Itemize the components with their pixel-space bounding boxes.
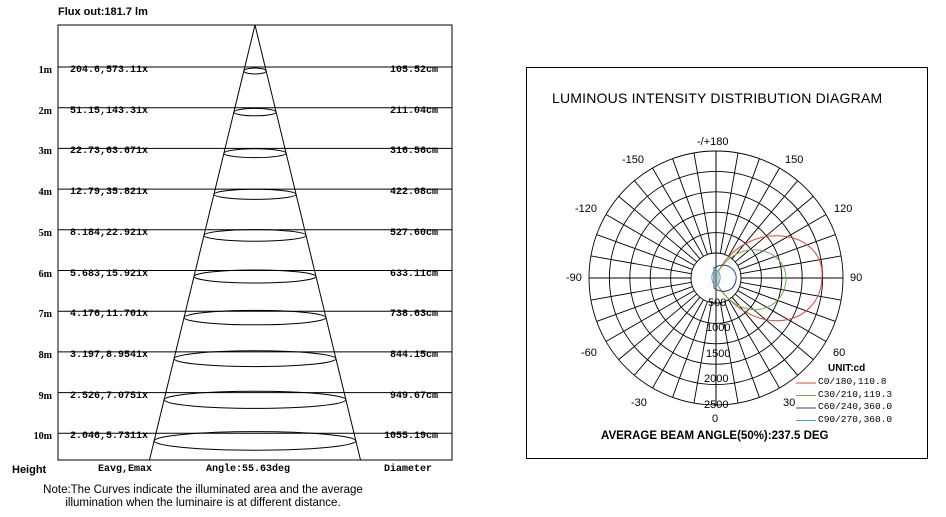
- row-height-label: 8m: [38, 349, 52, 361]
- angle-label-m90: -90: [566, 272, 582, 284]
- illuminated-area-ellipse: [214, 189, 296, 199]
- row-height-label: 2m: [38, 105, 52, 117]
- footer-height-label: Height: [12, 464, 47, 476]
- angle-label-p120: 120: [834, 203, 853, 215]
- c30-210-intensity-curve: [718, 250, 786, 310]
- polar-spoke: [597, 287, 693, 322]
- legend-entry: C0/180,110.8: [818, 376, 887, 387]
- polar-spoke: [634, 297, 700, 375]
- polar-spoke: [732, 181, 798, 259]
- row-height-label: 5m: [38, 227, 52, 239]
- average-beam-angle: AVERAGE BEAM ANGLE(50%):237.5 DEG: [601, 430, 829, 442]
- polar-spoke: [694, 153, 712, 253]
- footer-angle-label: Angle:55.63deg: [206, 464, 291, 475]
- row-diameter-label: 422.08cm: [389, 187, 438, 199]
- row-diameter-label: 211.04cm: [389, 105, 438, 117]
- polar-spoke: [735, 196, 813, 262]
- row-illuminance-label: 8.184,22.921x: [70, 227, 149, 239]
- ring-label-1000: 1000: [706, 322, 731, 334]
- illuminated-area-ellipse: [204, 230, 306, 242]
- row-diameter-label: 949.67cm: [389, 390, 438, 402]
- cone-edge-right: [255, 25, 361, 460]
- polar-spoke: [597, 235, 693, 270]
- illuminated-area-ellipse: [164, 391, 346, 408]
- ring-label-1500: 1500: [706, 348, 731, 360]
- row-height-label: 1m: [38, 65, 52, 76]
- row-diameter-label: 105.52cm: [389, 65, 438, 76]
- row-diameter-label: 1055.19cm: [383, 431, 438, 443]
- row-illuminance-label: 12.79,35.821x: [70, 187, 149, 199]
- polar-spoke: [732, 297, 798, 375]
- c60-240-intensity-curve: [714, 265, 736, 291]
- footer-diameter-label: Diameter: [384, 464, 433, 475]
- angle-label-m60: -60: [581, 347, 597, 359]
- row-illuminance-label: 4.176,11.701x: [70, 309, 149, 321]
- unit-label: UNIT:cd: [828, 363, 866, 374]
- row-height-label: 7m: [38, 309, 52, 321]
- polar-spoke: [634, 181, 700, 259]
- row-height-label: 10m: [33, 431, 52, 443]
- flux-title: Flux out:181.7 lm: [58, 6, 148, 18]
- footer-eavg-label: Eavg,Emax: [98, 464, 153, 475]
- row-illuminance-label: 3.197,8.9541x: [70, 349, 149, 361]
- row-diameter-label: 844.15cm: [389, 349, 438, 361]
- angle-label-p30: 30: [783, 397, 796, 409]
- angle-label-p60: 60: [833, 347, 846, 359]
- angle-label-m150: -150: [622, 154, 645, 166]
- illuminated-area-ellipse: [174, 351, 336, 367]
- illuminated-area-ellipse: [224, 149, 286, 158]
- ring-label-2500: 2500: [704, 399, 729, 411]
- polar-spoke: [591, 282, 691, 300]
- row-illuminance-label: 22.73,63.671x: [70, 146, 149, 158]
- row-height-label: 4m: [38, 187, 52, 199]
- polar-spoke: [741, 282, 841, 300]
- illuminated-area-ellipse: [154, 432, 356, 451]
- row-height-label: 9m: [38, 390, 52, 402]
- polar-spoke: [673, 301, 708, 397]
- note-text: Note:The Curves indicate the illuminated area and the average illumination when the luminaire is at different distance.: [43, 484, 363, 509]
- row-illuminance-label: 51.15,143.31x: [70, 105, 149, 117]
- angle-label-m120: -120: [575, 203, 598, 215]
- row-height-label: 6m: [38, 268, 52, 280]
- polar-spoke: [591, 256, 691, 274]
- row-diameter-label: 316.56cm: [389, 146, 438, 158]
- illuminated-area-ellipse: [234, 108, 276, 115]
- polar-spoke: [741, 256, 841, 274]
- row-height-label: 3m: [38, 146, 52, 158]
- polar-spoke: [720, 153, 738, 253]
- angle-label-m30: -30: [631, 397, 647, 409]
- polar-spoke: [619, 196, 697, 262]
- polar-title: LUMINOUS INTENSITY DISTRIBUTION DIAGRAM: [552, 90, 883, 106]
- legend-entry: C30/210,119.3: [818, 388, 893, 400]
- angle-label-p90: 90: [850, 272, 863, 284]
- cone-edge-left: [149, 25, 255, 460]
- illuminated-area-ellipse: [194, 270, 316, 283]
- row-illuminance-label: 5.683,15.921x: [70, 268, 149, 280]
- ring-label-500: 500: [708, 297, 727, 309]
- polar-spoke: [619, 294, 697, 360]
- row-illuminance-label: 2.526,7.0751x: [70, 390, 149, 402]
- angle-label-0: 0: [712, 413, 719, 425]
- row-illuminance-label: 204.6,573.11x: [70, 65, 149, 76]
- legend-entry: C90/270,360.0: [818, 413, 893, 425]
- illuminated-area-ellipse: [244, 68, 266, 74]
- angle-label-180: -/+180: [697, 136, 729, 148]
- row-diameter-label: 527.60cm: [389, 227, 438, 239]
- row-diameter-label: 738.63cm: [389, 309, 438, 321]
- polar-spoke: [673, 159, 708, 255]
- angle-label-p150: 150: [785, 154, 804, 166]
- legend-entry: C60/240,360.0: [818, 401, 893, 412]
- row-illuminance-label: 2.046,5.7311x: [70, 431, 149, 443]
- ring-label-2000: 2000: [704, 373, 729, 385]
- illuminated-area-ellipse: [184, 310, 326, 324]
- polar-spoke: [735, 294, 813, 360]
- row-diameter-label: 633.11cm: [389, 268, 438, 280]
